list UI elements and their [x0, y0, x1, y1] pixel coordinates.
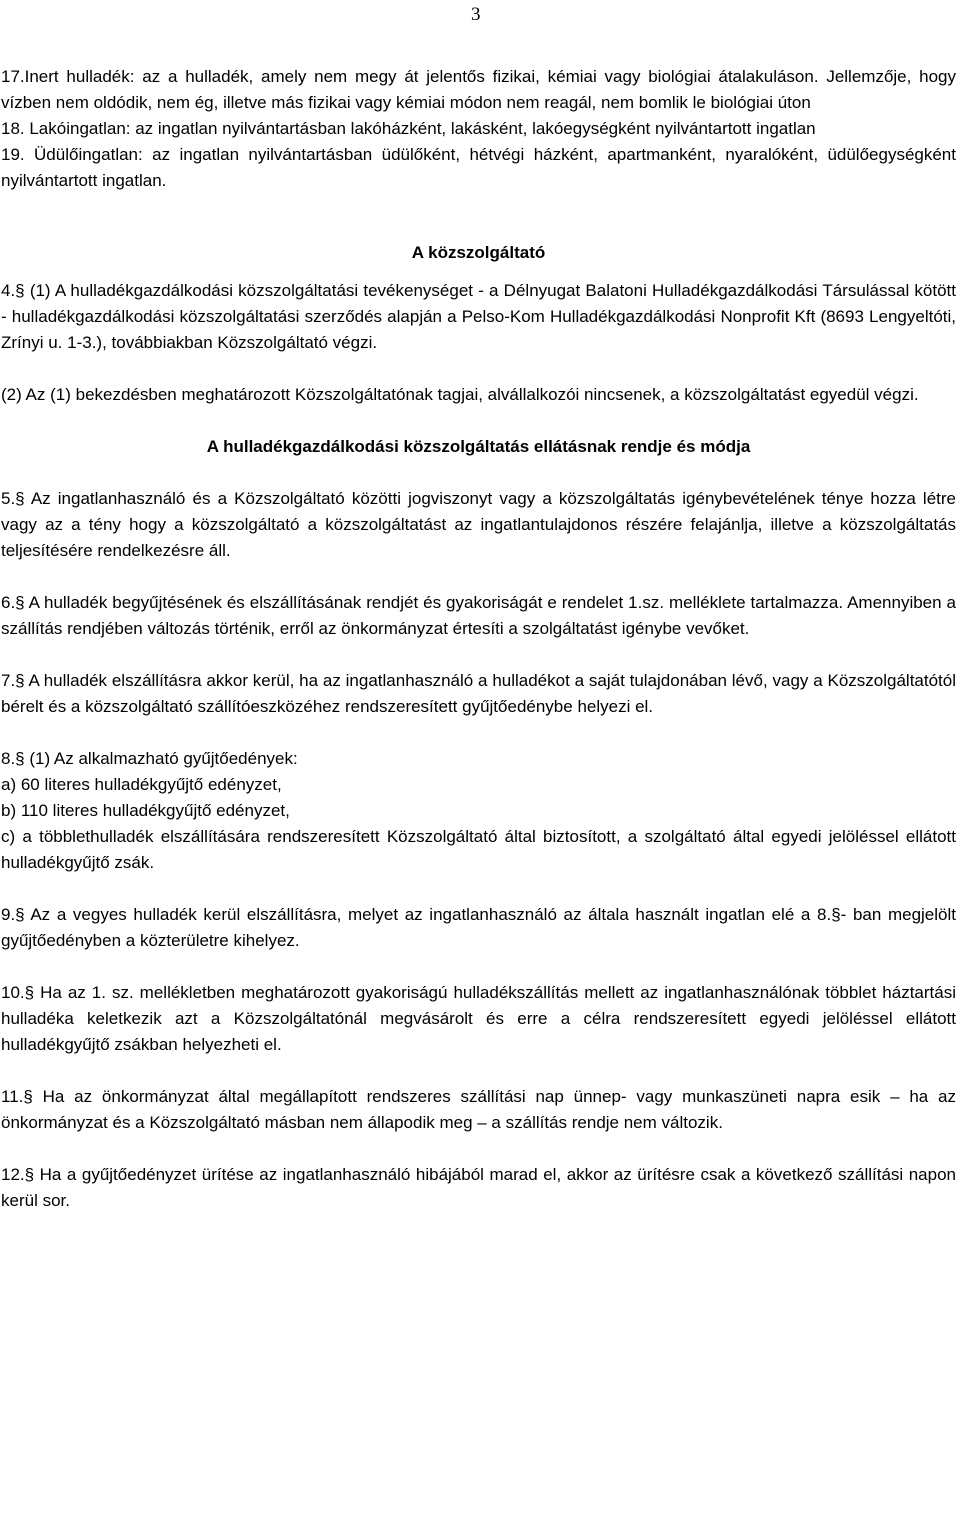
paragraph-4-1: 4.§ (1) A hulladékgazdálkodási közszolgáltatási tevékenységet - a Délnyugat Balatoni Hulladékgazdálkodási Társulással kötött - hulladékgazdálkodási közszolgáltatási szerződés alapján a Pelso-Kom Hulladékgazdálkodási Nonprofit Kft (8693 Lengyeltóti, Zrínyi u. 1-3.), továbbiakban Közszolgáltató végzi.	[1, 281, 956, 352]
paragraph-8-item-c: c) a többlethulladék elszállítására rendszeresített Közszolgáltató által biztosított, a szolgáltató által egyedi jelöléssel ellátott hulladékgyűjtő zsák.	[1, 827, 956, 872]
document-body	[1, 64, 956, 1214]
paragraph-8-intro: 8.§ (1) Az alkalmazható gyűjtőedények:	[1, 749, 298, 768]
paragraph-8-item-a: a) 60 literes hulladékgyűjtő edényzet,	[1, 775, 282, 794]
section-heading-ellatas: A hulladékgazdálkodási közszolgáltatás ellátásnak rendje és módja	[206, 437, 751, 456]
paragraph-6: 6.§ A hulladék begyűjtésének és elszállításának rendjét és gyakoriságát e rendelet 1.sz. melléklete tartalmazza. Amennyiben a szállítás rendjében változás történik, erről az önkormányzat értesíti a szolgáltatást igénybe vevőket.	[1, 593, 956, 638]
paragraph-11: 11.§ Ha az önkormányzat által megállapított rendszeres szállítási nap ünnep- vagy munkaszüneti napra esik – ha az önkormányzat és a Közszolgáltató másban nem állapodik meg – a szállítás rendje nem változik.	[1, 1087, 956, 1132]
paragraph-9: 9.§ Az a vegyes hulladék kerül elszállításra, melyet az ingatlanhasználó az általa használt ingatlan elé a 8.§- ban megjelölt gyűjtőedényben a közterületre kihelyez.	[1, 905, 956, 950]
paragraph-8-item-b: b) 110 literes hulladékgyűjtő edényzet,	[1, 801, 290, 820]
page-number: 3	[471, 4, 481, 25]
definition-19: 19. Üdülőingatlan: az ingatlan nyilvántartásban üdülőként, hétvégi házként, apartmanként, nyaralóként, üdülőegységként nyilvántartott ingatlan.	[1, 145, 956, 190]
paragraph-7: 7.§ A hulladék elszállításra akkor kerül, ha az ingatlanhasználó a hulladékot a saját tulajdonában lévő, vagy a Közszolgáltatótól bérelt és a közszolgáltató szállítóeszközéhez rendszeresített gyűjtőedénybe helyezi el.	[1, 671, 956, 716]
paragraph-10: 10.§ Ha az 1. sz. mellékletben meghatározott gyakoriságú hulladékszállítás mellett az ingatlanhasználónak többlet háztartási hulladéka keletkezik azt a Közszolgáltatónál megvásárolt és erre a célra rendszeresített egyedi jelöléssel ellátott hulladékgyűjtő zsákban helyezheti el.	[1, 983, 956, 1054]
paragraph-12: 12.§ Ha a gyűjtőedényzet ürítése az ingatlanhasználó hibájából marad el, akkor az ürítésre csak a következő szállítási napon kerül sor.	[1, 1165, 956, 1210]
paragraph-4-2: (2) Az (1) bekezdésben meghatározott Közszolgáltatónak tagjai, alvállalkozói nincsenek, a közszolgáltatást egyedül végzi.	[1, 385, 919, 404]
paragraph-5: 5.§ Az ingatlanhasználó és a Közszolgáltató közötti jogviszonyt vagy a közszolgáltatás igénybevételének ténye hozza létre vagy az a tény hogy a közszolgáltató a közszolgáltatást az ingatlantulajdonos részére felajánlja, illetve a közszolgáltatás teljesítésére rendelkezésre áll.	[1, 489, 956, 560]
section-heading-kozszolgaltato: A közszolgáltató	[411, 243, 546, 262]
definition-17: 17.Inert hulladék: az a hulladék, amely nem megy át jelentős fizikai, kémiai vagy biológiai átalakuláson. Jellemzője, hogy vízben nem oldódik, nem ég, illetve más fizikai vagy kémiai módon nem reagál, nem bomlik le biológiai úton	[1, 67, 956, 112]
definition-18: 18. Lakóingatlan: az ingatlan nyilvántartásban lakóházként, lakásként, lakóegységként nyilvántartott ingatlan	[1, 119, 816, 138]
